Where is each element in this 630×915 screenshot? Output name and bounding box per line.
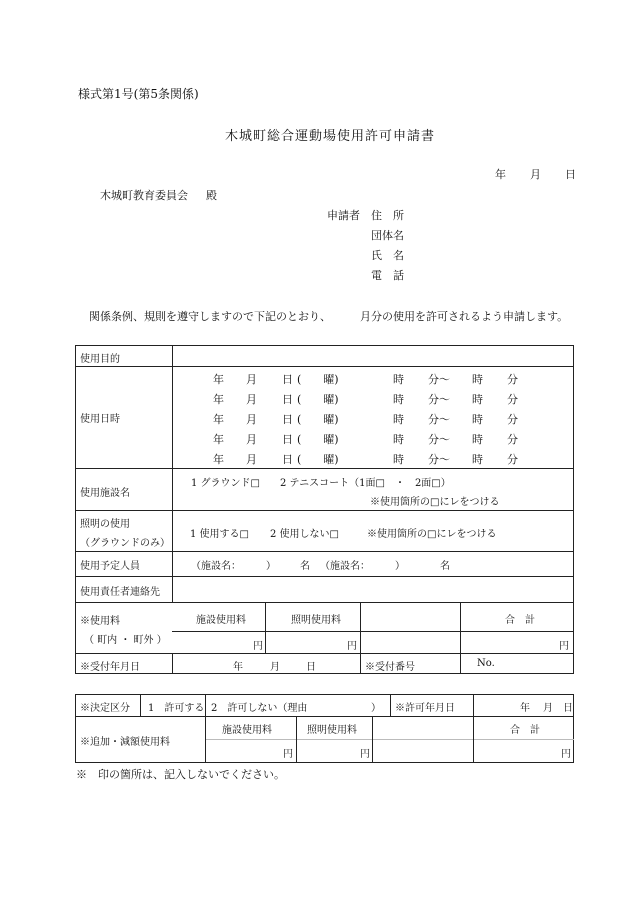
datetime-day: 日 bbox=[282, 373, 293, 386]
datetime-year: 年 bbox=[213, 373, 224, 386]
datetime-month: 月 bbox=[246, 393, 257, 406]
datetime-year: 年 bbox=[213, 393, 224, 406]
light-fee-yen: 円 bbox=[347, 641, 357, 652]
light-fee-header: 照明使用料 bbox=[291, 615, 341, 626]
received-month: 月 bbox=[270, 662, 280, 673]
received-date-label: ※受付年月日 bbox=[80, 662, 140, 673]
people-label: 使用予定人員 bbox=[80, 561, 140, 572]
decision-deny-close: ） bbox=[371, 703, 381, 714]
fee-sublabel: （ 町内 ・ 町外 ） bbox=[84, 635, 167, 646]
group-label: 団体名 bbox=[371, 229, 404, 242]
datetime-from-hour: 時 bbox=[393, 453, 404, 466]
datetime-weekday: ( 曜) bbox=[297, 433, 339, 446]
decision-deny-option[interactable]: 2 許可しない（理由 bbox=[211, 703, 308, 714]
lighting-label: 照明の使用 bbox=[80, 519, 130, 530]
intro-text-1: 関係条例、規則を遵守しますので下記のとおり、 bbox=[89, 310, 331, 323]
datetime-day: 日 bbox=[282, 453, 293, 466]
received-no: No. bbox=[477, 658, 495, 669]
permit-year: 年 bbox=[520, 703, 530, 714]
facility-note: ※使用箇所の□にレをつける bbox=[370, 497, 500, 508]
lighting-use-option[interactable]: 1 使用する□ bbox=[190, 529, 249, 540]
facility-fee-header: 施設使用料 bbox=[196, 615, 246, 626]
datetime-month: 月 bbox=[246, 433, 257, 446]
intro-text-2: 月分の使用を許可されるよう申請します。 bbox=[360, 310, 569, 323]
decision-light-fee-yen: 円 bbox=[360, 749, 370, 760]
datetime-month: 月 bbox=[246, 453, 257, 466]
datetime-weekday: ( 曜) bbox=[297, 373, 339, 386]
datetime-year: 年 bbox=[213, 433, 224, 446]
datetime-from-min: 分〜 bbox=[428, 373, 450, 386]
lighting-note: ※使用箇所の□にレをつける bbox=[367, 529, 497, 540]
datetime-to-min: 分 bbox=[507, 413, 518, 426]
decision-total-header: 合 計 bbox=[510, 725, 540, 736]
datetime-from-min: 分〜 bbox=[428, 453, 450, 466]
decision-permit-option[interactable]: 1 許可する bbox=[148, 703, 205, 714]
date-month: 月 bbox=[530, 168, 541, 181]
facility-options[interactable]: 1 グラウンド□ 2 テニスコート（1面□ ・ 2面□） bbox=[191, 478, 451, 489]
decision-total-yen: 円 bbox=[561, 749, 571, 760]
honorific: 殿 bbox=[206, 189, 217, 202]
phone-label: 電 話 bbox=[371, 269, 404, 282]
datetime-weekday: ( 曜) bbox=[297, 413, 339, 426]
form-number: 様式第1号(第5条関係) bbox=[78, 87, 199, 101]
datetime-year: 年 bbox=[213, 453, 224, 466]
datetime-from-hour: 時 bbox=[393, 373, 404, 386]
name-label: 氏 名 bbox=[371, 249, 404, 262]
datetime-weekday: ( 曜) bbox=[297, 393, 339, 406]
lighting-sublabel: （グラウンドのみ） bbox=[80, 538, 170, 549]
contact-field[interactable] bbox=[174, 578, 572, 600]
permit-day: 日 bbox=[563, 703, 573, 714]
fee-label: ※使用料 bbox=[80, 616, 120, 627]
people-unit-1: 名 bbox=[300, 561, 310, 572]
facility-fee-yen: 円 bbox=[253, 641, 263, 652]
permit-date-label: ※許可年月日 bbox=[395, 703, 455, 714]
datetime-day: 日 bbox=[282, 413, 293, 426]
decision-facility-fee-header: 施設使用料 bbox=[222, 725, 272, 736]
datetime-to-hour: 時 bbox=[472, 413, 483, 426]
people-facility-2[interactable]: （施設名： ） bbox=[320, 561, 405, 572]
purpose-label: 使用目的 bbox=[80, 354, 120, 365]
footer-note: ※ 印の箇所は、記入しないでください。 bbox=[76, 768, 285, 781]
datetime-to-min: 分 bbox=[507, 453, 518, 466]
lighting-nouse-option[interactable]: 2 使用しない□ bbox=[270, 529, 339, 540]
applicant-label: 申請者 bbox=[327, 209, 360, 222]
datetime-from-hour: 時 bbox=[393, 413, 404, 426]
datetime-month: 月 bbox=[246, 373, 257, 386]
contact-label: 使用責任者連絡先 bbox=[80, 587, 160, 598]
received-year: 年 bbox=[233, 662, 243, 673]
datetime-from-hour: 時 bbox=[393, 393, 404, 406]
permit-month: 月 bbox=[543, 703, 553, 714]
datetime-to-hour: 時 bbox=[472, 433, 483, 446]
datetime-to-min: 分 bbox=[507, 393, 518, 406]
datetime-from-min: 分〜 bbox=[428, 433, 450, 446]
datetime-from-min: 分〜 bbox=[428, 413, 450, 426]
datetime-to-min: 分 bbox=[507, 373, 518, 386]
datetime-to-hour: 時 bbox=[472, 453, 483, 466]
received-no-label: ※受付番号 bbox=[365, 662, 415, 673]
purpose-field[interactable] bbox=[174, 347, 572, 365]
datetime-label: 使用日時 bbox=[80, 414, 120, 425]
datetime-to-hour: 時 bbox=[472, 393, 483, 406]
address-label: 住 所 bbox=[371, 209, 404, 222]
date-day: 日 bbox=[565, 168, 576, 181]
datetime-weekday: ( 曜) bbox=[297, 453, 339, 466]
datetime-to-min: 分 bbox=[507, 433, 518, 446]
decision-facility-fee-yen: 円 bbox=[283, 749, 293, 760]
datetime-day: 日 bbox=[282, 433, 293, 446]
datetime-to-hour: 時 bbox=[472, 373, 483, 386]
total-header: 合 計 bbox=[505, 615, 535, 626]
adjust-fee-label: ※追加・減額使用料 bbox=[80, 737, 170, 748]
datetime-day: 日 bbox=[282, 393, 293, 406]
datetime-year: 年 bbox=[213, 413, 224, 426]
facility-label: 使用施設名 bbox=[80, 488, 130, 499]
datetime-month: 月 bbox=[246, 413, 257, 426]
people-facility-1[interactable]: （施設名： ） bbox=[191, 561, 276, 572]
people-unit-2: 名 bbox=[440, 561, 450, 572]
datetime-from-min: 分〜 bbox=[428, 393, 450, 406]
datetime-from-hour: 時 bbox=[393, 433, 404, 446]
addressee: 木城町教育委員会 bbox=[100, 189, 188, 202]
date-year: 年 bbox=[495, 168, 506, 181]
page-title: 木城町総合運動場使用許可申請書 bbox=[225, 129, 436, 144]
received-day: 日 bbox=[306, 662, 316, 673]
total-yen: 円 bbox=[559, 641, 569, 652]
decision-category-label: ※決定区分 bbox=[80, 703, 130, 714]
decision-light-fee-header: 照明使用料 bbox=[307, 725, 357, 736]
